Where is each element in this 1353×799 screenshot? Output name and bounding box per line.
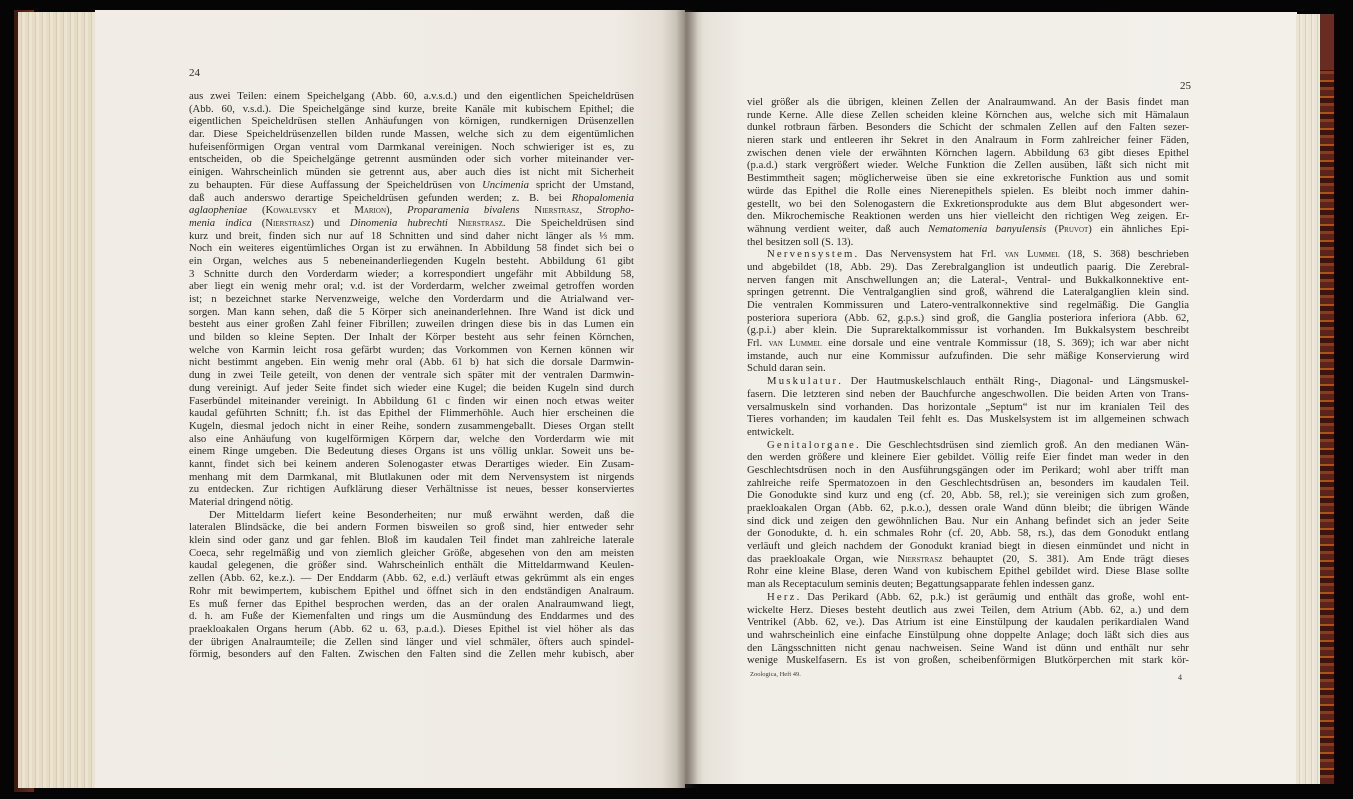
book-cover-right — [1320, 14, 1334, 784]
text-line: zellen (Abb. 62, ke.z.). — Der Enddarm (Abb. 62, e.d.) verläuft etwas gekrümmt als ein enges — [189, 572, 634, 585]
text-line: wickelte Herz. Dieses besteht deutlich aus zwei Teilen, dem Atrium (Abb. 62, a.) und dem — [747, 603, 1189, 616]
text-segment: Pruvot — [1058, 222, 1089, 235]
text-segment: . Das Nervensystem hat Frl. — [854, 248, 1005, 261]
text-line: zahlreiche reife Spermatozoen in den Geschlechtsdrüsen an, besonders im kaudalen Teil. — [747, 476, 1189, 489]
text-line: sorgen. Man kann sehen, daß die 5 Körper sich aneinanderlehnen. Ihre Wand ist dick und — [189, 305, 634, 318]
text-line: Coeca, sehr regelmäßig und von ziemlich gleicher Größe, abgesehen von den am meisten — [189, 546, 634, 559]
text-segment: van Lummel — [1004, 248, 1060, 261]
text-line — [189, 204, 634, 217]
text-line — [747, 248, 1189, 261]
text-segment: Dinomenia hubrechti — [349, 216, 448, 229]
page-edges-right — [1296, 14, 1320, 784]
text-line: hufeisenförmigen Organ ventral vom Darmkanal vereinigen. Noch schwieriger ist es, zu — [189, 140, 634, 153]
text-line: versalmuskeln sind vorhanden. Das horizontale „Septum“ ist nur im kranialen Teil des — [747, 400, 1189, 413]
text-line: kaudal gelegenen, die größer sind. Wahrscheinlich enthält die Mitteldarmwand Keulen- — [189, 559, 634, 572]
text-segment: menia indica — [189, 216, 252, 229]
text-segment: Nierstrasz — [897, 552, 943, 565]
text-segment: Marion — [354, 204, 386, 217]
text-line: springen getrennt. Die Ventralganglien sind groß, während die Lateralganglien klein sind. — [747, 286, 1189, 299]
text-line: nicht bestimmt angeben. Ein wenig mehr oral (Abb. 61 b) hat sich die dorsale Darmwin- — [189, 356, 634, 369]
text-line: klein sind oder ganz und gar fehlen. Bloß im kaudalen Teil findet man zahlreiche laterale — [189, 534, 634, 547]
text-segment: Nematomenia banyulensis — [927, 222, 1047, 235]
text-line: und wahrscheinlich eine einfache Einstülpung ohne doppelte Anlage; doch läßt sich dies aus — [747, 628, 1189, 641]
text-line — [189, 217, 634, 230]
text-line: kurz und breit, finden sich nur auf 18 Schnitten und sind daher nicht länger als ⅓ mm. — [189, 229, 634, 242]
text-line: Rohr eine kleine Blase, deren Wand von kubischem Epithel gebildet wird. Diese Blase sollte — [747, 565, 1189, 578]
text-line — [747, 375, 1189, 388]
text-segment: Nierstrasz — [265, 216, 311, 229]
text-line: entscheiden, ob die Speichelgänge getrennt ausmünden oder sich vorher miteinander ver- — [189, 153, 634, 166]
text-segment: . Die Geschlechtsdrüsen sind ziemlich groß. An den medianen Wän- — [855, 438, 1189, 451]
text-segment: . Die Speicheldrüsen sind — [502, 216, 634, 229]
page-edges-left — [18, 12, 98, 788]
text-line: Der Mitteldarm liefert keine Besonderheiten; nur muß erwähnt werden, daß die — [209, 508, 634, 521]
text-line: Bestimmtheit sagen; möglicherweise üben sie eine exkretorische Funktion aus und somit — [747, 172, 1189, 185]
text-line — [747, 337, 1189, 350]
text-segment: daß auch anderswo derartige Speicheldrüsen gefunden werden; z. B. bei — [189, 191, 572, 204]
text-line: Schuld daran sein. — [747, 362, 826, 375]
text-line: den Längsschnitten nicht genau nachweisen. Seine Wand ist dünn und enthält nur sehr — [747, 641, 1189, 654]
text-segment: ( — [251, 216, 266, 229]
text-segment: aglaopheniae — [189, 204, 248, 217]
text-segment — [448, 217, 458, 229]
text-line: einigen. Wahrscheinlich münden sie getrennt aus, aber auch dies ist nicht mit Sicherheit — [189, 166, 634, 179]
text-line: runde Kerne. Alle diese Zellen scheiden kleine Körnchen aus, welche sich mit Hämalaun — [747, 108, 1189, 121]
text-segment: et — [316, 204, 355, 217]
text-segment: Frl. — [747, 337, 769, 350]
text-line: imstande, auch nur eine Kommissur aufzufinden. Die sehr mäßige Konservierung wird — [747, 349, 1189, 362]
text-line: zu entdecken. Zur richtigen Aufklärung dieser Verhältnisse ist neues, besser konserviertes — [189, 483, 634, 496]
left-page-text — [189, 90, 634, 661]
text-segment: (18, S. 368) beschrieben — [1059, 248, 1189, 261]
page-number-right: 25 — [1180, 80, 1191, 92]
text-line: Material dringend nötig. — [189, 496, 294, 508]
text-segment: wähnung verdient weiter, daß auch — [747, 222, 928, 235]
text-line: aber liegt ein wenig mehr oral; v.d. ist der Vorderdarm, welcher zweimal getroffen worden — [189, 280, 634, 293]
text-line: einem Ringe umgeben. Die Bedeutung dieses Organs ist uns völlig unklar. Soweit uns be- — [189, 445, 634, 458]
text-line: ein Organ, welches aus 5 nebeneinanderliegenden Kugeln besteht. Abbildung 61 gibt — [189, 254, 634, 267]
text-line — [747, 553, 1189, 566]
right-page-text — [747, 96, 1189, 667]
text-line: d. h. am Fuße der Kiemenfalten und rings um die Ausmündung des Enddarmes und des — [189, 610, 634, 623]
text-line: kannt, findet sich bei keinem anderen Solenogaster etwas Derartiges wieder. Ein Zusam- — [189, 457, 634, 470]
text-segment: , — [579, 204, 597, 217]
text-line — [747, 223, 1189, 236]
text-line: Die Gonodukte sind kurz und eng (cf. 20, Abb. 58, rel.); sie vereinigen sich zum großen, — [747, 489, 1189, 502]
text-line: Tieres vorhanden; im kaudalen Teil fehlt es. Das Muskelsystem ist im allgemeinen schwach — [747, 413, 1189, 426]
text-segment: Nierstrasz — [457, 216, 503, 229]
section-heading: Genitalorgane — [767, 438, 856, 451]
text-segment: van Lummel — [768, 337, 822, 350]
text-line: Noch ein weiteres eigentümliches Organ ist zu erwähnen. In Abbildung 58 findet sich bei o — [189, 242, 634, 255]
text-line — [747, 591, 1189, 604]
text-line: lateralen Blindsäcke, die bei andern Formen bisweilen so groß sind, hier entweder sehr — [189, 521, 634, 534]
text-line: 3 Schnitte durch den Vorderdarm wieder; a korrespondiert ungefähr mit Abbildung 58, — [189, 267, 634, 280]
text-line: wenige Muskelfasern. Es ist von großen, scheibenförmigen Blutkörperchen mit stark kör- — [747, 654, 1189, 667]
text-segment: behauptet (20, S. 381). Am Ende trägt dieses — [942, 552, 1189, 565]
text-line: dunkel rotbraun färben. Besonders die Schicht der schmalen Zellen auf den Falten sezer- — [747, 121, 1189, 134]
text-line: sind dick und zeigen den gewöhnlichen Bau. Nur ein Anhang befindet sich an jeder Seite — [747, 514, 1189, 527]
text-line — [189, 192, 634, 205]
text-line: nerven fangen mit Anschwellungen an; die Lateral-, Ventral- und Bukkalkonnektive ent- — [747, 273, 1189, 286]
text-line: Die ventralen Kommissuren und Latero-ventralkonnektive sind regelmäßig. Die Ganglia — [747, 299, 1189, 311]
text-line: der übrigen Analraumteile; die Zellen sind länger und viel schmäler, öfters auch spindel- — [189, 635, 634, 648]
text-line: praekloakalen Organ (Abb. 62, p.k.o.), dessen orale Wand dünn bleibt; die übrigen Wände — [747, 502, 1189, 514]
text-line: welche von Karmin leicht rosa gefärbt wurden; das Vorkommen von Kernen können wir — [189, 343, 634, 356]
text-line — [189, 179, 634, 192]
text-line: viel größer als die übrigen, kleinen Zellen der Analraumwand. An der Basis findet man — [747, 96, 1189, 108]
text-segment — [520, 204, 535, 216]
text-line: Faserbündel miteinander vereinigt. In Abbildung 61 c finden wir einen noch etwas weiter — [189, 394, 634, 407]
text-line: besteht aus einer großen Zahl feiner Fibrillen; zuweilen dringen diese bis in das Lumen ein — [189, 318, 634, 331]
text-line: Es muß ferner das Epithel besprochen werden, das an der oralen Analraumwand liegt, — [189, 597, 634, 610]
text-line: Ventrikel (Abb. 62, ve.). Das Atrium ist eine Einstülpung der kaudalen perikardialen Wand — [747, 616, 1189, 629]
text-segment: Kowalevsky — [265, 204, 317, 217]
text-line: dung in zwei Teile geteilt, von denen der ventrale sich später mit der ventralen Darmwin- — [189, 369, 634, 382]
text-line: kaudal geführten Schnitt; f.h. ist das Epithel der Flimmerhöhle. Auch hier erscheinen die — [189, 407, 634, 420]
text-segment: Uncimenia — [482, 178, 529, 191]
text-line: zwischen denen viele der erwähnten Körnchen lagern. Abbildung 63 gibt dieses Epithel — [747, 146, 1189, 159]
text-line: Geschlechtsdrüsen noch in den Ausführungsgängen oder im Perikard; wohl aber trifft man — [747, 463, 1189, 476]
text-line: praekloakalen Organs herum (Abb. 62 u. 63, p.a.d.). Dieses Epithel ist viel höher als das — [189, 622, 634, 635]
text-line: den. Mikrochemische Reaktionen werden uns hier vielleicht den richtigen Weg zeigen. Er- — [747, 210, 1189, 223]
text-line: Rohr mit bewimpertem, kubischem Epithel und öffnet sich in den endständigen Analraum. — [189, 584, 634, 597]
section-heading: Herz — [767, 590, 797, 603]
book-cover-right-top — [1320, 14, 1334, 70]
text-line: dar. Diese Speicheldrüsenzellen bilden runde Massen, welche sich zu dem eigentümlichen — [189, 128, 634, 141]
text-line: aus zwei Teilen: einem Speichelgang (Abb. 60, a.v.s.d.) und den eigentlichen Speicheldrüsen — [189, 90, 634, 102]
text-segment: Stropho- — [597, 204, 635, 217]
text-line: (g.p.i.) aber klein. Die Suprarektalkommissur ist vorhanden. Im Bukkalsystem beschreibt — [747, 324, 1189, 337]
text-segment: ( — [247, 204, 266, 217]
text-line: thel besitzen soll (S. 13). — [747, 235, 854, 248]
footer-signature: 4 — [1178, 673, 1182, 682]
text-line: man als Receptaculum seminis deuten; Begattungsapparate fehlen indessen ganz. — [747, 578, 1095, 591]
section-heading: Muskulatur — [767, 375, 839, 388]
text-line: (Abb. 60, v.s.d.). Die Speichelgänge sind kurze, breite Kanäle mit kubischem Epithel; die — [189, 102, 634, 115]
footer-series: Zoologica, Heft 49. — [750, 671, 801, 678]
text-line: den werden größere und kleinere Eier gebildet. Völlig reife Eier findet man weder in den — [747, 451, 1189, 464]
text-segment: das praekloakale Organ, wie — [747, 552, 898, 565]
text-segment: zu behaupten. Für diese Auffassung der Speicheldrüsen von — [189, 178, 483, 191]
text-line: (p.a.d.) stark vergrößert wieder. Welche Funktion die Zellen ausüben, läßt sich nicht mit — [747, 159, 1189, 172]
text-line: Kugeln, diesmal jedoch nicht in einer Reihe, sondern zusammengeballt. Dieses Organ stellt — [189, 419, 634, 432]
text-line: gestellt, wo bei den Solenogastern die Exkretionsprodukte aus dem Blut abgesondert wer- — [747, 197, 1189, 210]
text-line: nieren stark und entleeren ihr Sekret in den Analraum in Form zahlreicher feiner Fäden, — [747, 134, 1189, 147]
text-segment: spricht der Umstand, — [528, 178, 635, 191]
text-line: und bilden so kleine Septen. Der Inhalt der Körper besteht aus sehr feinen Körnchen, — [189, 331, 634, 344]
text-line: posteriora superiora (Abb. 62, g.p.s.) sind groß, die Ganglia posteriora inferiora (Abb. 62, — [747, 311, 1189, 324]
text-segment: eine dorsale und eine ventrale Kommissur (18, S. 369); ich war aber nicht — [821, 337, 1189, 350]
page-number-left: 24 — [189, 67, 200, 79]
text-segment: ) und — [310, 216, 350, 229]
text-segment: ), — [386, 204, 408, 217]
text-segment: Nierstrasz — [534, 204, 580, 217]
text-segment: ) ein ähnliches Epi- — [1088, 222, 1189, 235]
text-line: und abgebildet (18, Abb. 29). Das Zerebralganglion ist undeutlich paarig. Die Zerebral- — [747, 260, 1189, 273]
text-line: würde das Epithel die Rolle eines Nierenepithels spielen. Es bleibt noch immer dahin- — [747, 184, 1189, 197]
text-line: entwickelt. — [747, 425, 795, 438]
text-segment: . Der Hautmuskelschlauch enthält Ring-, Diagonal- und Längsmuskel- — [838, 375, 1189, 388]
section-heading: Nervensystem — [767, 248, 855, 261]
text-line: verläuft und gleich nachdem der Gonodukt kraniad biegt in diesen einmündet und nicht in — [747, 540, 1189, 553]
text-line: ist; n bezeichnet starke Nervenzweige, welche den Vorderdarm und die Atrialwand ver- — [189, 293, 634, 305]
text-line — [747, 439, 1189, 452]
book-gutter — [676, 10, 698, 788]
text-line: dung vereinigt. Auf jeder Seite findet sich wieder eine Kugel; die beiden Kugeln sind durch — [189, 381, 634, 394]
text-segment: Proparamenia bivalens — [407, 204, 520, 217]
text-segment: . Das Perikard (Abb. 62, p.k.) ist geräumig und enthält das große, wohl ent- — [796, 590, 1189, 603]
text-line: also eine Anhäufung von kugelförmigen Körpern dar, welche den Vorderdarm wie mit — [189, 432, 634, 445]
text-line: förmig, besonders auf den Falten. Zwischen den Falten sind die Zellen mehr kubisch, aber — [189, 648, 634, 661]
text-line: fasern. Die letzteren sind neben der Bauchfurche angeschwollen. Die beiden Arten von Trans- — [747, 387, 1189, 400]
text-segment: ( — [1046, 222, 1059, 235]
text-segment: Rhopalomenia — [571, 191, 634, 204]
text-line: menhang mit dem Darmkanal, mit Blutlakunen oder mit dem Nervensystem ist nirgends — [189, 470, 634, 483]
text-line: eigentlichen Speicheldrüsen stellen Anhäufungen von körnigen, rundkernigen Drüsenzellen — [189, 115, 634, 128]
text-line: der Gonodukte, d. h. ein schmales Rohr (cf. 20, Abb. 58, rs.), das dem Gonodukt entlang — [747, 527, 1189, 540]
